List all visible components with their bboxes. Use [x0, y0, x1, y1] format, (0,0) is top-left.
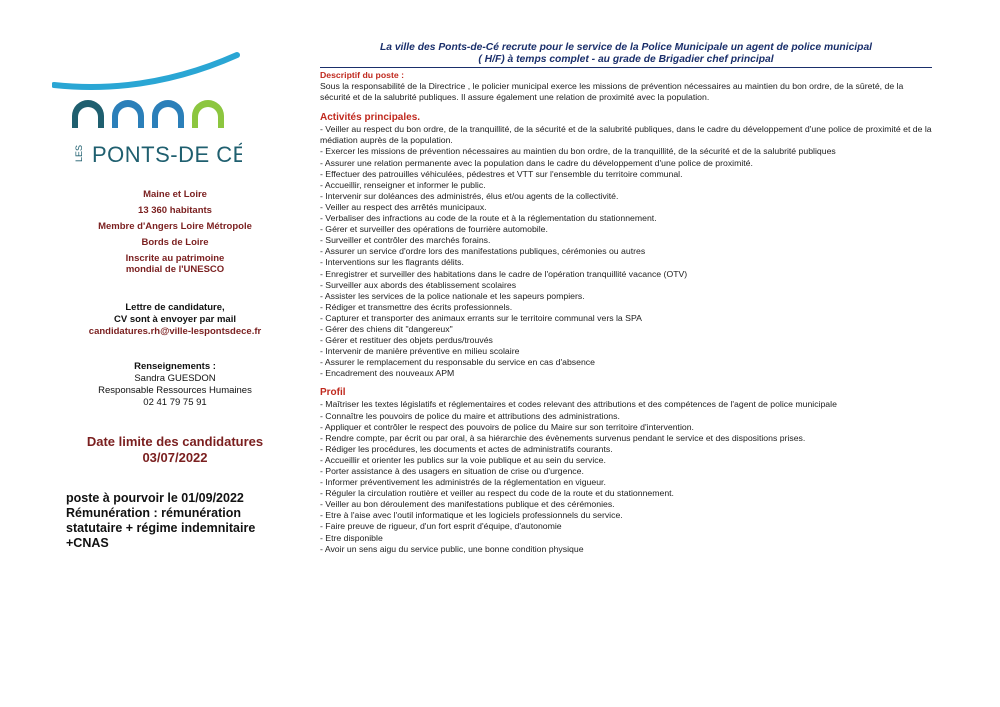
- list-item: - Informer préventivement les administrés de la réglementation en vigueur.: [320, 477, 606, 488]
- apply-email-link[interactable]: candidatures.rh@ville-lespontsdece.fr: [88, 326, 262, 337]
- deadline-label: Date limite des candidatures: [86, 434, 264, 449]
- profil-list: [320, 399, 932, 554]
- info-line: Bords de Loire: [141, 237, 209, 248]
- contact-phone: 02 41 79 75 91: [143, 397, 207, 408]
- list-item: - Assister les services de la police nationale et les sapeurs pompiers.: [320, 290, 585, 301]
- apply-line: CV sont à envoyer par mail: [114, 314, 236, 325]
- list-item: - Appliquer et contrôler le respect des pouvoirs de police du Maire sur son territoire d'intervention.: [320, 421, 694, 432]
- apply-line: Lettre de candidature,: [125, 302, 225, 313]
- contact-label: Renseignements :: [134, 361, 216, 372]
- list-item: - Réguler la circulation routière et veiller au respect du code de la route et du stationnement.: [320, 488, 674, 499]
- position-info: [66, 491, 296, 551]
- list-item: - Verbaliser des infractions au code de la route et à la réglementation du stationnement.: [320, 213, 657, 224]
- list-item: - Assurer une relation permanente avec la population dans le cadre du développement d'une police de proximité.: [320, 157, 753, 168]
- town-info: [60, 187, 290, 275]
- list-item: - Enregistrer et surveiller des habitations dans le cadre de l'opération tranquillité vacance (OTV): [320, 268, 688, 279]
- info-line: Membre d'Angers Loire Métropole: [98, 221, 252, 232]
- position-line: +CNAS: [66, 536, 109, 550]
- list-item: - Gérer des chiens dit "dangereux": [320, 323, 453, 334]
- list-item: - Rendre compte, par écrit ou par oral, à sa hiérarchie des évènements survenus pendant le service et des dispositions prises.: [320, 432, 806, 443]
- list-item: - Capturer et transporter des animaux errants sur le territoire communal vers la SPA: [320, 312, 642, 323]
- town-logo-icon: [52, 50, 242, 170]
- info-line: 13 360 habitants: [138, 205, 212, 216]
- application-info: [60, 302, 290, 338]
- list-item: - Gérer et surveiller des opérations de fourrière automobile.: [320, 224, 548, 235]
- list-item: - Interventions sur les flagrants délits.: [320, 257, 464, 268]
- list-item: - Surveiller et contrôler des marchés forains.: [320, 235, 491, 246]
- title-line: La ville des Ponts-de-Cé recrute pour le service de la Police Municipale un agent de police municipal: [379, 42, 873, 53]
- list-item: - Rédiger les procédures, les documents et actes de administratifs courants.: [320, 443, 613, 454]
- list-item: - Accueillir et orienter les publics sur la voie publique et au sein du service.: [320, 454, 606, 465]
- svg-text:PONTS-DE CÉ: PONTS-DE CÉ: [92, 142, 242, 167]
- list-item: - Surveiller aux abords des établissement scolaires: [320, 279, 517, 290]
- position-line: poste à pourvoir le 01/09/2022: [66, 491, 244, 505]
- list-item: - Assurer un service d'ordre lors des manifestations publiques, cérémonies ou autres: [320, 246, 646, 257]
- info-line: mondial de l'UNESCO: [125, 264, 225, 275]
- list-item: - Exercer les missions de prévention nécessaires au maintien du bon ordre, de la tranquillité, de la sécurité et de la salubrité publiques: [320, 146, 836, 157]
- descriptif-text: Sous la responsabilité de la Directrice , le policier municipal exerce les missions de prévention nécessaires au maintien du bon ordre, de la sûreté, de la sécurité et de la salubrité publiques. Il assure également une relation de proximité avec la population.: [320, 81, 904, 103]
- activites-list: [320, 124, 932, 379]
- title-line: ( H/F) à temps complet - au grade de Brigadier chef principal: [478, 54, 774, 65]
- list-item: - Connaître les pouvoirs de police du maire et attributions des administrations.: [320, 410, 620, 421]
- list-item: - Avoir un sens aigu du service public, une bonne condition physique: [320, 543, 584, 554]
- town-logo: [52, 50, 242, 170]
- list-item: - Accueillir, renseigner et informer le public.: [320, 179, 486, 190]
- svg-text:LES: LES: [74, 144, 84, 162]
- list-item: - Veiller au respect du bon ordre, de la tranquillité, de la sécurité et de la salubrité publiques, dans le cadre du développement d'une police de proximité et de la médiation auprès de la population.: [320, 124, 932, 146]
- list-item: - Veiller au bon déroulement des manifestations publique et des cérémonies.: [320, 499, 615, 510]
- page-title: [320, 42, 932, 68]
- list-item: - Effectuer des patrouilles véhiculées, pédestres et VTT sur l'ensemble du territoire communal.: [320, 168, 683, 179]
- deadline: [60, 434, 290, 466]
- list-item: - Maîtriser les textes législatifs et réglementaires et codes relevant des attributions et des compétences de l'agent de police municipale: [320, 399, 837, 410]
- list-item: - Encadrement des nouveaux APM: [320, 368, 455, 379]
- info-line: Maine et Loire: [143, 189, 207, 200]
- job-description: [320, 42, 932, 555]
- info-line: Inscrite au patrimoine: [125, 253, 225, 264]
- list-item: - Porter assistance à des usagers en situation de crise ou d'urgence.: [320, 466, 584, 476]
- list-item: - Faire preuve de rigueur, d'un fort esprit d'équipe, d'autonomie: [320, 521, 562, 532]
- list-item: - Etre à l'aise avec l'outil informatique et les logiciels professionnels du service.: [320, 510, 623, 521]
- contact-role: Responsable Ressources Humaines: [98, 385, 252, 396]
- list-item: - Assurer le remplacement du responsable du service en cas d'absence: [320, 357, 595, 368]
- descriptif-heading: Descriptif du poste :: [320, 70, 404, 80]
- profil-heading: Profil: [320, 387, 346, 399]
- list-item: - Rédiger et transmettre des écrits professionnels.: [320, 301, 513, 312]
- position-line: Rémunération : rémunération: [66, 506, 242, 520]
- list-item: - Gérer et restituer des objets perdus/trouvés: [320, 335, 493, 346]
- list-item: - Intervenir sur doléances des administrés, élus et/ou agents de la collectivité.: [320, 190, 619, 201]
- position-line: statutaire + régime indemnitaire: [66, 521, 256, 535]
- deadline-date: 03/07/2022: [142, 450, 208, 465]
- list-item: - Etre disponible: [320, 532, 383, 543]
- list-item: - Veiller au respect des arrêtés municipaux.: [320, 201, 487, 212]
- contact-info: [60, 361, 290, 409]
- list-item: - Intervenir de manière préventive en milieu scolaire: [320, 346, 520, 357]
- contact-name: Sandra GUESDON: [134, 373, 216, 384]
- activites-heading: Activités principales.: [320, 112, 421, 124]
